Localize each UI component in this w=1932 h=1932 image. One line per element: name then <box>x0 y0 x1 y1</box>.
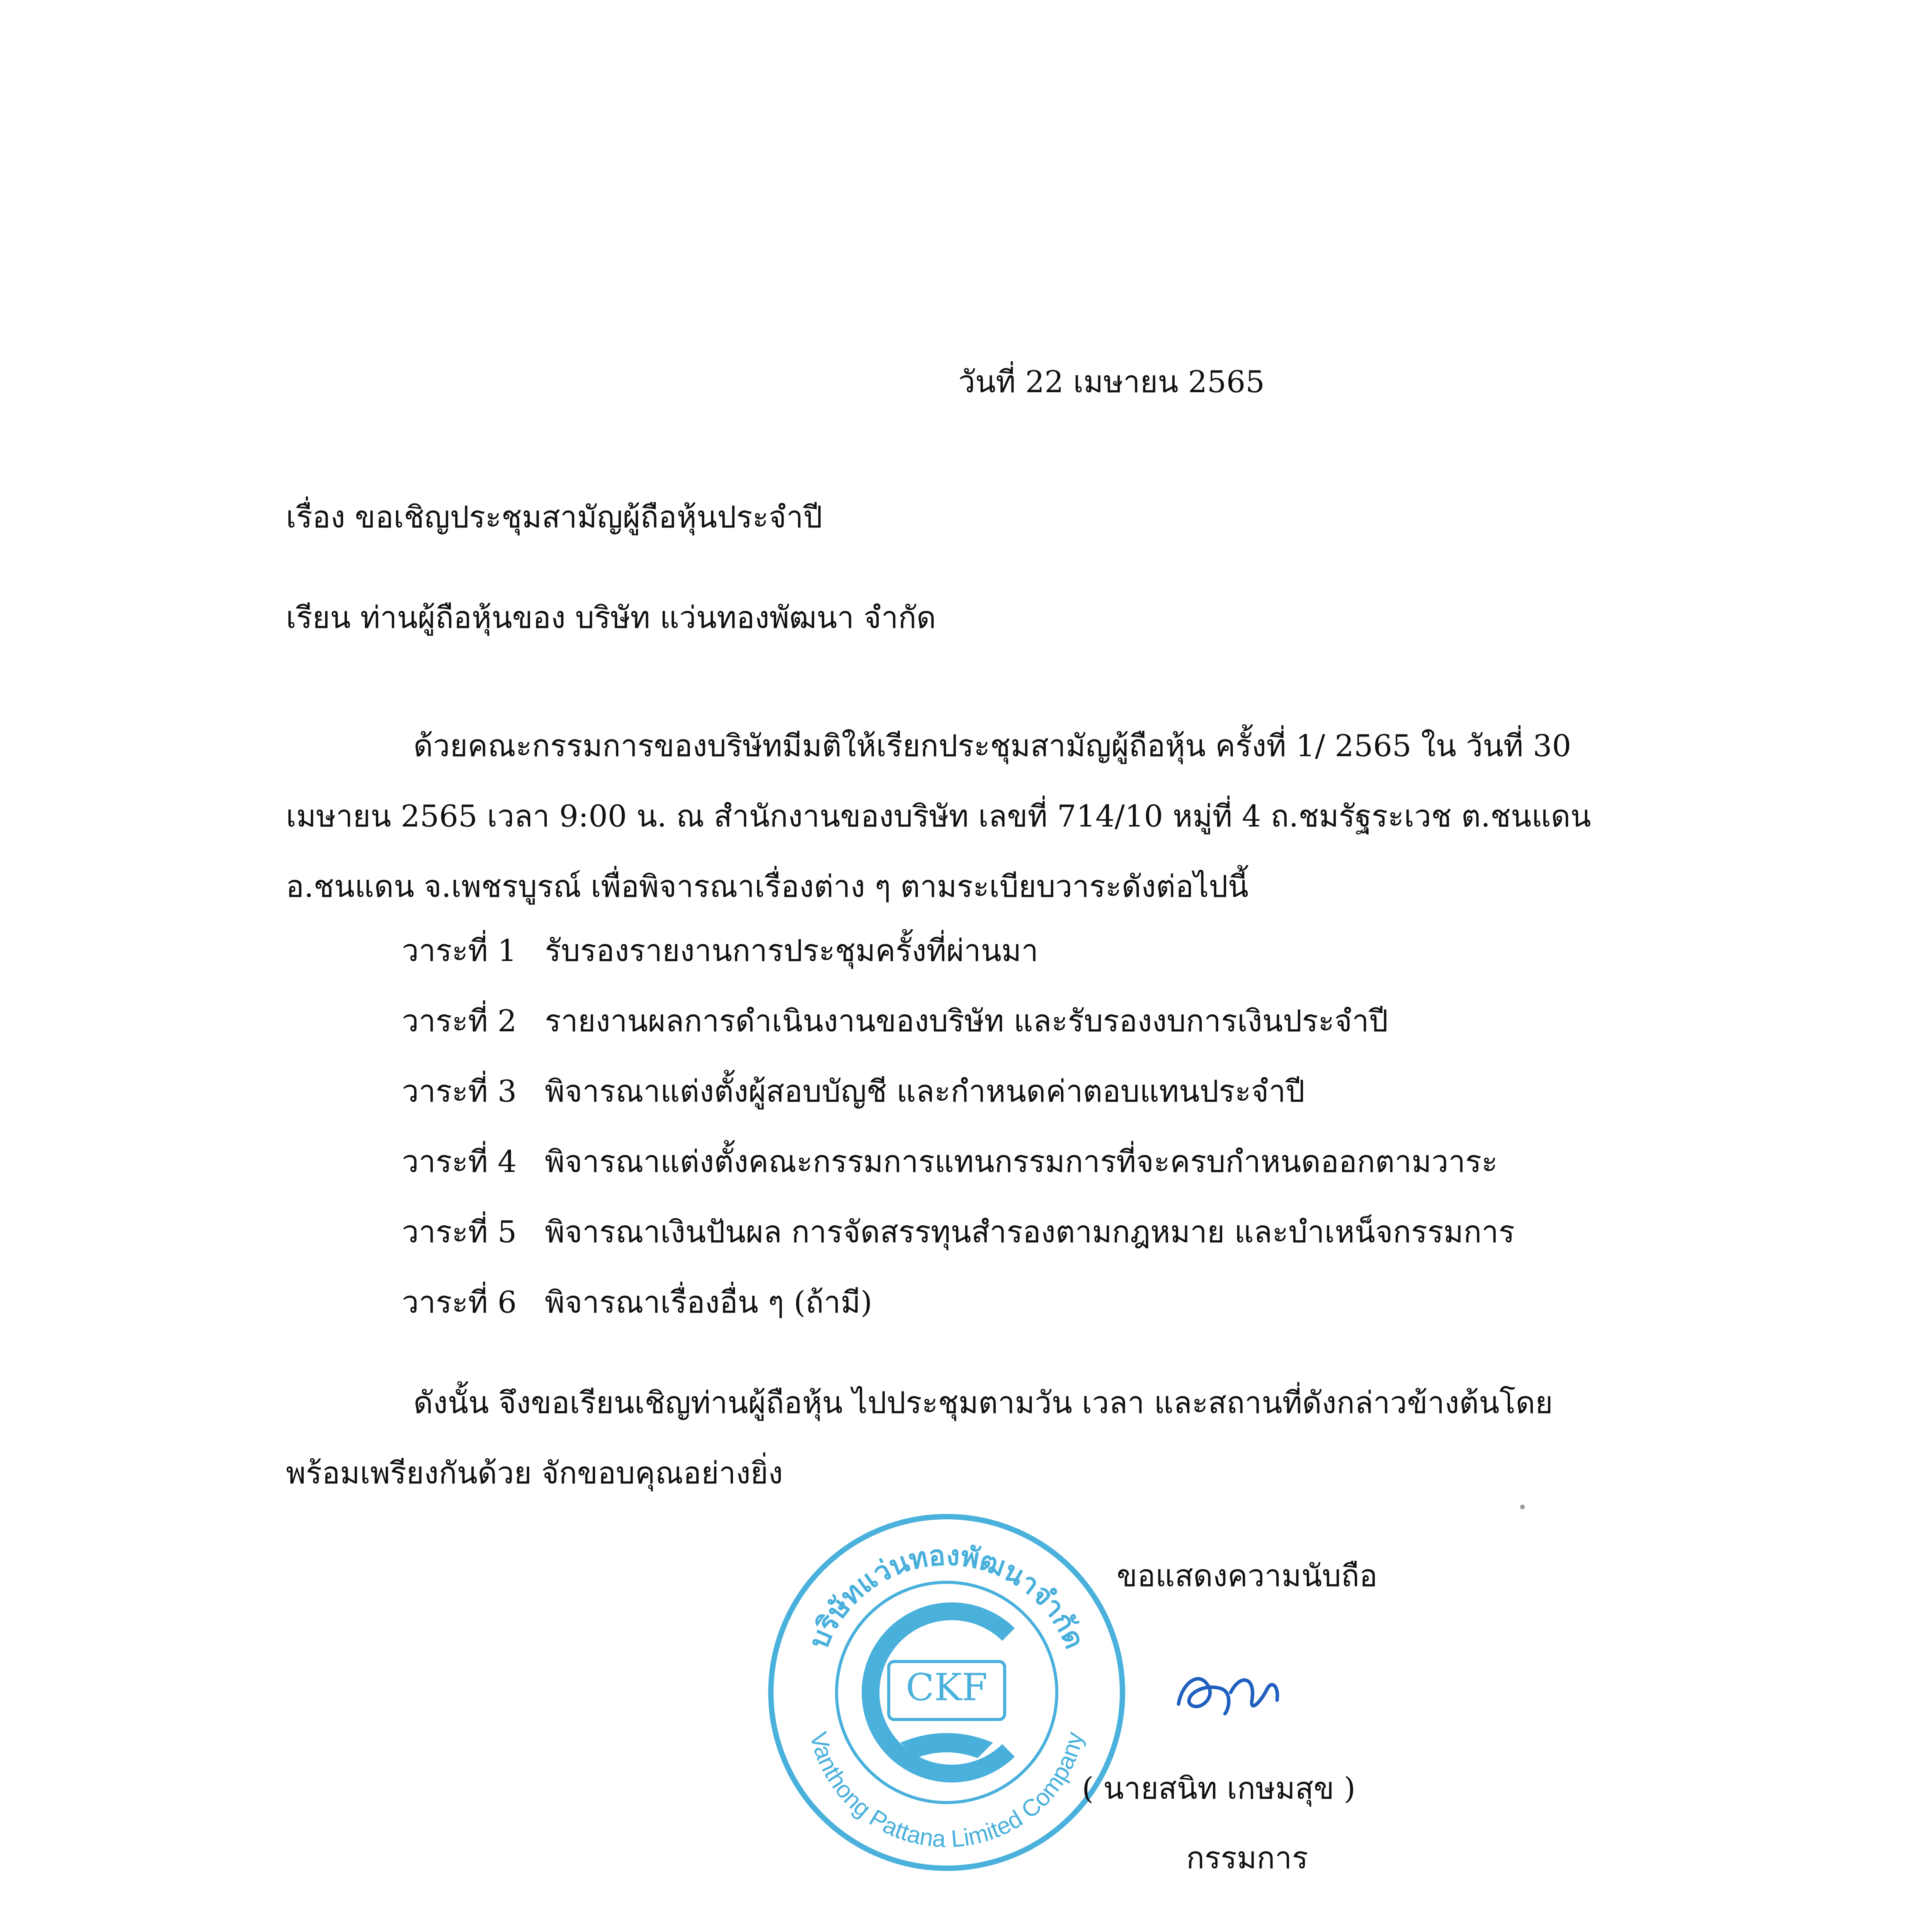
agenda-item-text: พิจารณาเรื่องอื่น ๆ (ถ้ามี) <box>545 1285 872 1320</box>
signatory-name: ( นายสนิท เกษมสุข ) <box>1082 1771 1356 1806</box>
stamp-logo <box>871 1611 1009 1774</box>
letter-date: วันที่ 22 เมษายน 2565 <box>958 365 1265 400</box>
signatory-title: กรรมการ <box>1186 1841 1308 1876</box>
agenda-item-number: วาระที่ 1 <box>402 934 517 968</box>
stamp-thai-name: บริษัทแว่นทองพัฒนาจำกัด <box>803 1540 1090 1653</box>
agenda-item-text: รายงานผลการดำเนินงานของบริษัท และรับรองงบการเงินประจำปี <box>545 1004 1388 1039</box>
letter-subject: เรื่อง ขอเชิญประชุมสามัญผู้ถือหุ้นประจำปี <box>286 500 823 535</box>
agenda-item-text: พิจารณาแต่งตั้งคณะกรรมการแทนกรรมการที่จะครบกำหนดออกตามวาระ <box>545 1145 1498 1179</box>
agenda-item <box>402 986 1515 1056</box>
company-stamp <box>761 1507 1132 1878</box>
letter-body-closing: ดังนั้น จึงขอเรียนเชิญท่านผู้ถือหุ้น ไปประชุมตามวัน เวลา และสถานที่ดังกล่าวข้างต้นโดย พร้อมเพรียงกันด้วย จักขอบคุณอย่างยิ่ง <box>286 1386 1553 1491</box>
agenda-item <box>402 1267 1515 1338</box>
agenda-item-number: วาระที่ 3 <box>402 1074 517 1109</box>
agenda-item <box>402 1127 1515 1197</box>
agenda-item-number: วาระที่ 4 <box>402 1145 517 1179</box>
stamp-logo-text: CKF <box>906 1666 988 1709</box>
stamp-english-name: Vanthong Pattana Limited Company <box>804 1729 1089 1853</box>
agenda-list <box>402 916 1515 1338</box>
agenda-item-text: พิจารณาแต่งตั้งผู้สอบบัญชี และกำหนดค่าตอบแทนประจำปี <box>545 1074 1305 1109</box>
agenda-item-number: วาระที่ 2 <box>402 1004 517 1039</box>
agenda-item-text: พิจารณาเงินปันผล การจัดสรรทุนสำรองตามกฎหมาย และบำเหน็จกรรมการ <box>545 1215 1515 1250</box>
signature <box>1167 1646 1291 1731</box>
agenda-item-number: วาระที่ 6 <box>402 1285 517 1320</box>
letter-body-intro: ด้วยคณะกรรมการของบริษัทมีมติให้เรียกประชุมสามัญผู้ถือหุ้น ครั้งที่ 1/ 2565 ใน วันที่ 30 เมษายน 2565 เวลา 9:00 น. ณ สำนักงานของบริษัท เลขที่ 714/10 หมู่ที่ 4 ถ.ชมรัฐระเวช ต.ชนแดน อ.ชนแดน จ.เพชรบูรณ์ เพื่อพิจารณาเรื่องต่าง ๆ ตามระเบียบวาระดังต่อไปนี้ <box>286 729 1591 904</box>
agenda-item <box>402 1197 1515 1267</box>
letter-salutation: เรียน ท่านผู้ถือหุ้นของ บริษัท แว่นทองพัฒนา จำกัด <box>286 600 936 635</box>
agenda-item <box>402 1056 1515 1127</box>
agenda-item <box>402 916 1515 986</box>
letter-closing: ขอแสดงความนับถือ <box>1117 1559 1378 1594</box>
agenda-item-number: วาระที่ 5 <box>402 1215 517 1250</box>
agenda-item-text: รับรองรายงานการประชุมครั้งที่ผ่านมา <box>545 934 1039 968</box>
